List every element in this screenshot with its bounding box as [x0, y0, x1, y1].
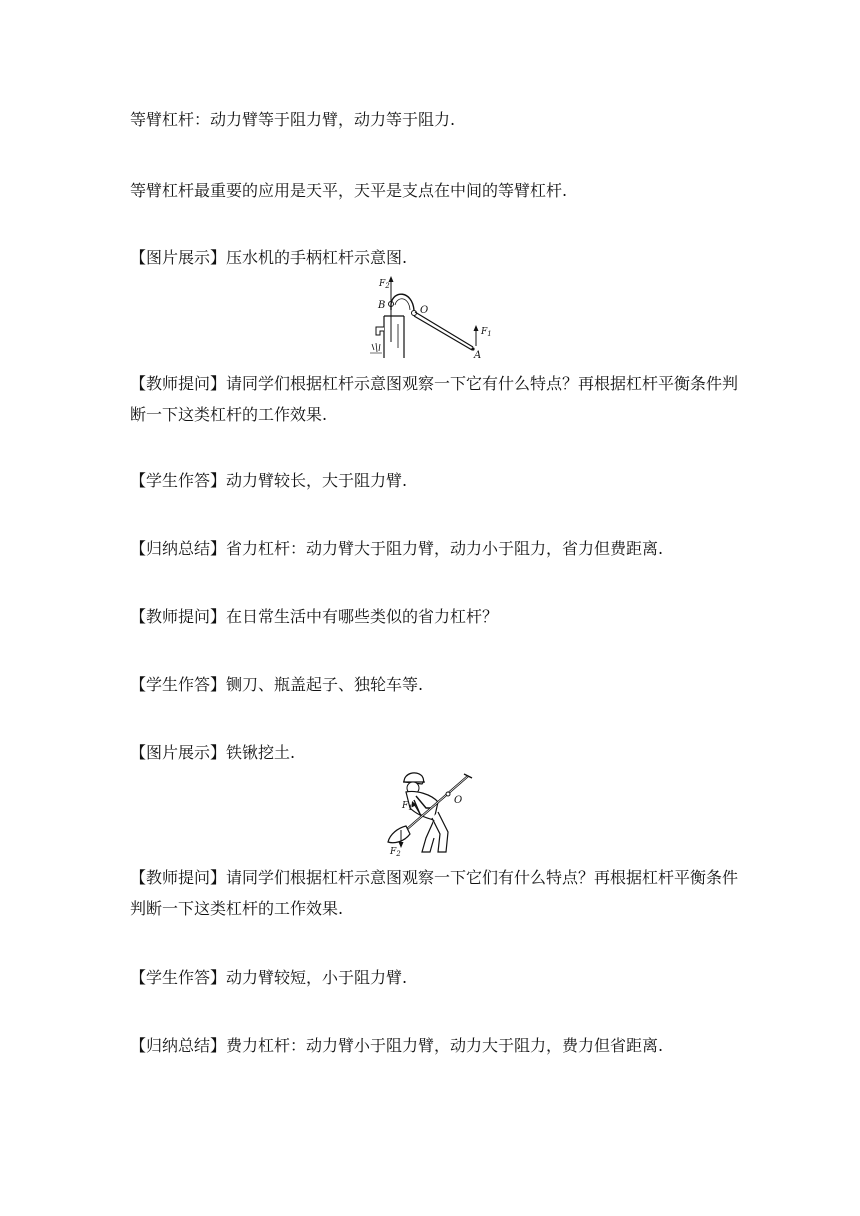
label-f1-shovel: $F_1$	[402, 801, 413, 812]
text-summary-distance-saving: 【归纳总结】费力杠杆：动力臂小于阻力臂，动力大于阻力，费力但省距离.	[130, 1036, 664, 1055]
text-student-answer-2: 【学生作答】铡刀、瓶盖起子、独轮车等.	[130, 675, 424, 694]
label-f2-shovel: $F_2$	[390, 847, 401, 858]
pump-lever-figure	[360, 272, 500, 364]
shovel-lever-figure	[376, 768, 486, 860]
label-o: O	[420, 305, 429, 316]
text-student-answer-3: 【学生作答】动力臂较短，小于阻力臂.	[130, 968, 408, 987]
text-shovel-figure-intro: 【图片展示】铁锹挖土.	[130, 743, 296, 762]
text-equal-arm-lever: 等臂杠杆：动力臂等于阻力臂，动力等于阻力.	[130, 110, 456, 129]
text-teacher-question-2: 【教师提问】在日常生活中有哪些类似的省力杠杆？	[130, 607, 499, 626]
label-f2: $F_2$	[379, 279, 390, 290]
label-b: B	[378, 300, 386, 311]
text-teacher-question-1: 【教师提问】请同学们根据杠杆示意图观察一下它有什么特点？再根据杠杆平衡条件判断一下这类杠杆的工作效果.	[130, 374, 739, 424]
label-a: A	[474, 350, 482, 361]
text-teacher-question-3: 【教师提问】请同学们根据杠杆示意图观察一下它们有什么特点？再根据杠杆平衡条件判断一下这类杠杆的工作效果.	[130, 868, 739, 918]
text-student-answer-1: 【学生作答】动力臂较长，大于阻力臂.	[130, 471, 408, 490]
text-balance-application: 等臂杠杆最重要的应用是天平，天平是支点在中间的等臂杠杆.	[130, 181, 568, 200]
label-f1: $F_1$	[481, 327, 492, 338]
text-summary-force-saving: 【归纳总结】省力杠杆：动力臂大于阻力臂，动力小于阻力，省力但费距离.	[130, 539, 664, 558]
label-o-shovel: O	[454, 795, 463, 806]
text-pump-figure-intro: 【图片展示】压水机的手柄杠杆示意图.	[130, 248, 408, 267]
